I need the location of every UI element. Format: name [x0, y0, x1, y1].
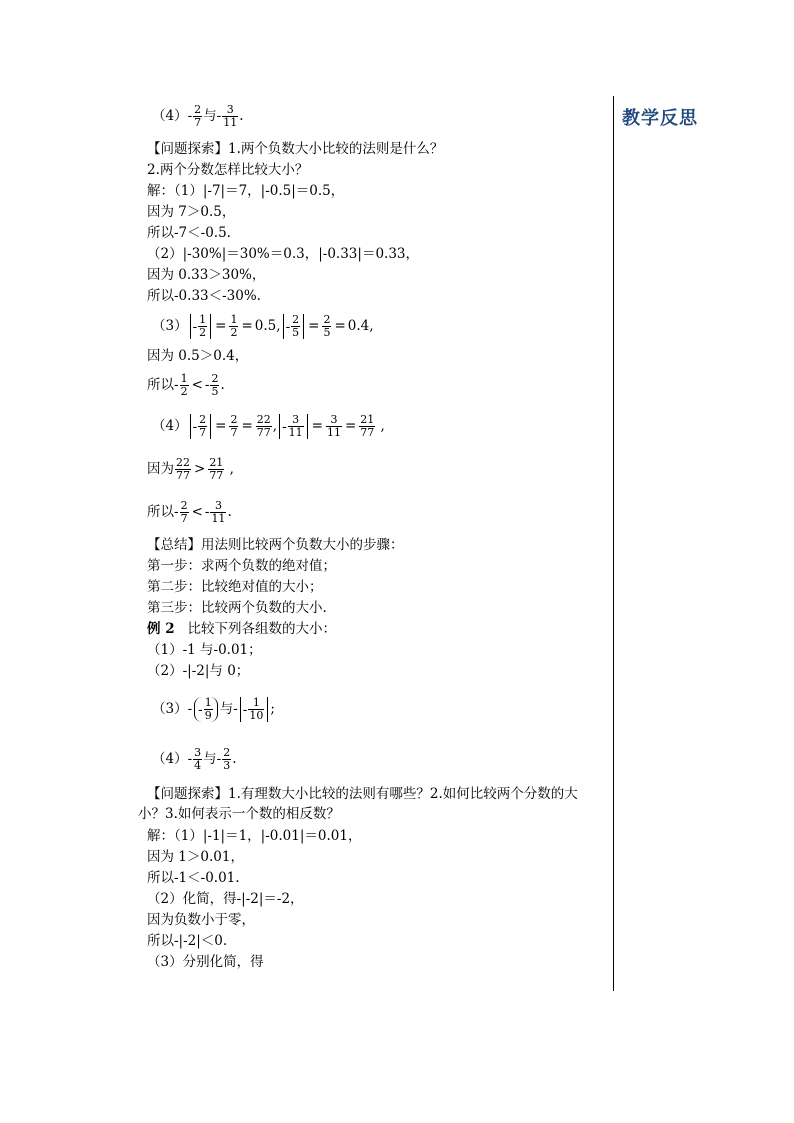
solution-line-abs-3: （3） - $\frac{1}{2}$ = $\frac{1}{2}$ = 0.5, - $\frac{2}{5}$ = $\frac{2}{5}$ = 0.4, [152, 313, 374, 339]
line-example1-item4: （4）- $\frac{2}{7}$ 与- $\frac{3}{11}$ . [152, 103, 244, 129]
solution-line: （2）化简，得-|-2|＝-2， [147, 891, 304, 907]
parentheses: - $\frac{1}{9}$ [194, 697, 218, 722]
solution-line-conclusion-4: 所以- $\frac{2}{7}$ < - $\frac{3}{11}$ . [147, 499, 232, 525]
absolute-value: - $\frac{2}{5}$ [283, 314, 305, 339]
example-2-item: （2）-|-2|与 0； [147, 663, 250, 679]
example-2-item3: （3）- - $\frac{1}{9}$ 与- - $\frac{1}{10}$ ; [152, 696, 275, 722]
solution-line: （2）|-30%|＝30%＝0.3，|-0.33|＝0.33， [147, 246, 420, 262]
absolute-value: - $\frac{3}{11}$ [279, 414, 308, 439]
solution-line: 解：（1）|-7|＝7，|-0.5|＝0.5， [147, 183, 345, 199]
question-explore-2: 【问题探索】1.有理数大小比较的法则有哪些？2.如何比较两个分数的大小？3.如何表示一个数的相反数？ [138, 786, 578, 822]
solution-line: 因为 7＞0.5， [147, 204, 236, 220]
solution-line: 因为负数小于零， [147, 912, 255, 928]
solution-line-abs-4: （4） - $\frac{2}{7}$ = $\frac{2}{7}$ = $\frac{22}{77}$ , - $\frac{3}{11}$ = $\frac{3}{11}$ = $\frac{21}{77}$ , [152, 413, 385, 439]
solution-line-conclusion-3: 所以- $\frac{1}{2}$ < - $\frac{2}{5}$ . [147, 372, 225, 398]
summary-heading: 【总结】用法则比较两个负数大小的步骤： [147, 537, 404, 553]
solution-line: 所以-1＜-0.01. [147, 870, 240, 886]
solution-line: 因为 1＞0.01， [147, 849, 244, 865]
solution-line: 解：（1）|-1|＝1，|-0.01|＝0.01， [147, 828, 362, 844]
fraction: $\frac{2}{7}$ [194, 103, 202, 129]
example-2-heading: 例 2 比较下列各组数的大小： [147, 621, 336, 637]
fraction: $\frac{3}{11}$ [223, 103, 238, 129]
absolute-value: - $\frac{2}{7}$ [190, 414, 212, 439]
solution-line: 因为 0.5＞0.4， [147, 348, 249, 364]
solution-line-compare-4: 因为 $\frac{22}{77}$ > $\frac{21}{77}$ , [147, 456, 234, 482]
solution-line: 所以-7＜-0.5. [147, 225, 231, 241]
example-2-item: （1）-1 与-0.01； [147, 642, 262, 658]
solution-line: 所以-|-2|＜0. [147, 933, 228, 949]
solution-line: 所以-0.33＜-30%. [147, 288, 261, 304]
absolute-value: - $\frac{1}{2}$ [190, 314, 212, 339]
column-divider [613, 96, 614, 991]
example-2-item4: （4）- $\frac{3}{4}$ 与- $\frac{2}{3}$ . [152, 746, 237, 772]
solution-line: （3）分别化简，得 [147, 954, 264, 970]
solution-line: 因为 0.33＞30%， [147, 267, 266, 283]
summary-step: 第三步：比较两个负数的大小. [147, 600, 327, 616]
summary-step: 第二步：比较绝对值的大小； [147, 579, 323, 595]
summary-step: 第一步：求两个负数的绝对值； [147, 558, 336, 574]
absolute-value: - $\frac{1}{10}$ [240, 697, 269, 722]
question-explore-1: 【问题探索】1.两个负数大小比较的法则是什么？ [147, 141, 444, 157]
teaching-reflection-title: 教学反思 [622, 108, 698, 129]
question-line: 2.两个分数怎样比较大小？ [147, 162, 309, 178]
